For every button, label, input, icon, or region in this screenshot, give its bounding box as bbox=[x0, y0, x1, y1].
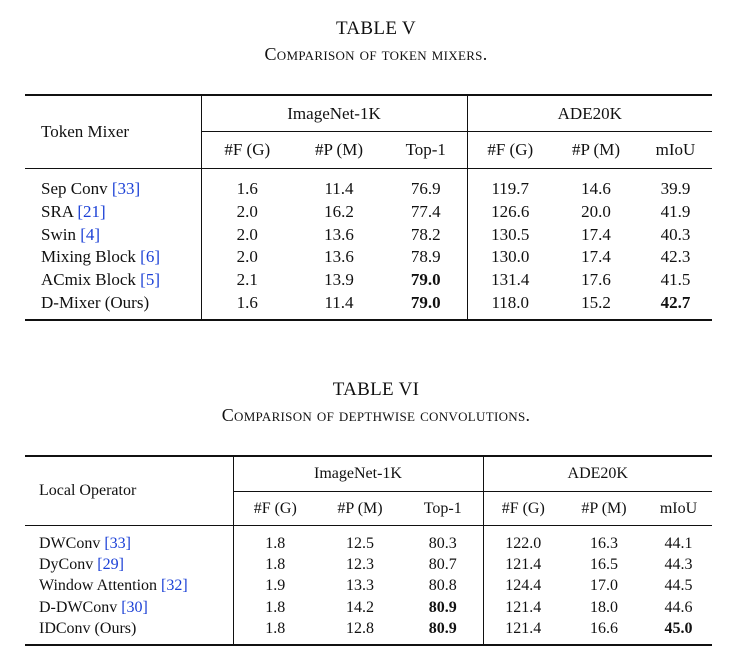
table6-group-ade20k: ADE20K bbox=[483, 456, 712, 492]
cell: 20.0 bbox=[581, 202, 611, 222]
row-name: D-DWConv bbox=[39, 598, 122, 616]
cell: 13.6 bbox=[324, 247, 354, 267]
cell: 1.8 bbox=[233, 554, 317, 575]
cell: 42.3 bbox=[660, 247, 691, 267]
table5-col-header: #P (M) bbox=[571, 140, 620, 159]
cell-best: 45.0 bbox=[645, 618, 712, 645]
table6-col-header: #P (M) bbox=[581, 499, 627, 517]
cell: 17.4 bbox=[581, 247, 611, 267]
row-name: Swin bbox=[41, 224, 81, 244]
table5 bbox=[25, 94, 712, 321]
citation-link[interactable]: [32] bbox=[161, 577, 188, 595]
cell: 126.6 bbox=[467, 201, 553, 224]
cell: 18.0 bbox=[590, 598, 618, 616]
table-row bbox=[25, 246, 712, 269]
cell: 16.5 bbox=[590, 555, 618, 573]
citation-link[interactable]: [6] bbox=[140, 247, 160, 267]
cell: 40.3 bbox=[660, 224, 691, 244]
row-name: DWConv bbox=[39, 534, 105, 552]
table-row bbox=[25, 576, 712, 597]
table6-col-header: #F (G) bbox=[483, 492, 563, 526]
cell: 1.8 bbox=[233, 526, 317, 555]
cell: 1.8 bbox=[233, 597, 317, 618]
table-row bbox=[25, 291, 712, 320]
table6-title: TABLE VI bbox=[332, 379, 420, 400]
cell-best: 80.9 bbox=[403, 618, 483, 645]
cell: 17.4 bbox=[581, 224, 611, 244]
table5-col-header: mIoU bbox=[655, 140, 696, 159]
cell: 13.3 bbox=[346, 577, 374, 595]
row-name: DyConv bbox=[39, 555, 98, 573]
table5-group-imagenet: ImageNet-1K bbox=[201, 95, 467, 132]
table-row bbox=[25, 526, 712, 555]
citation-link[interactable]: [30] bbox=[121, 598, 148, 616]
cell: 2.1 bbox=[201, 269, 293, 292]
table6-col-header: #P (M) bbox=[337, 499, 383, 517]
table5-col-header: #P (M) bbox=[314, 140, 363, 159]
table-row bbox=[25, 169, 712, 201]
cell: 16.6 bbox=[563, 618, 645, 645]
cell: 41.5 bbox=[660, 270, 691, 290]
row-name: Mixing Block bbox=[41, 247, 141, 267]
table6-col-header: Top-1 bbox=[423, 499, 462, 517]
cell: 78.9 bbox=[410, 247, 441, 267]
cell: 80.8 bbox=[428, 577, 457, 595]
cell: 122.0 bbox=[483, 526, 563, 555]
cell: 130.0 bbox=[467, 246, 553, 269]
row-name: Sep Conv bbox=[41, 179, 112, 199]
row-name: D-Mixer (Ours) bbox=[41, 292, 150, 312]
cell: 44.5 bbox=[664, 577, 693, 595]
citation-link[interactable]: [4] bbox=[80, 224, 101, 244]
cell: 12.8 bbox=[317, 618, 403, 645]
cell: 124.4 bbox=[483, 576, 563, 597]
cell: 14.6 bbox=[553, 169, 639, 201]
table6-col-header: #F (G) bbox=[233, 492, 317, 526]
cell: 78.2 bbox=[410, 224, 441, 244]
cell: 17.6 bbox=[581, 270, 611, 290]
cell: 77.4 bbox=[410, 202, 441, 222]
citation-link[interactable]: [21] bbox=[77, 202, 106, 222]
table5-title: TABLE V bbox=[336, 18, 416, 39]
cell: 119.7 bbox=[467, 169, 553, 201]
table-row bbox=[25, 597, 712, 618]
cell: 2.0 bbox=[201, 201, 293, 224]
table-row bbox=[25, 269, 712, 292]
table5-col-header: #F (G) bbox=[467, 132, 553, 169]
cell: 1.6 bbox=[201, 291, 293, 320]
table6-row-header: Local Operator bbox=[25, 456, 233, 526]
cell: 15.2 bbox=[553, 291, 639, 320]
cell-best: 79.0 bbox=[410, 270, 441, 290]
cell: 80.3 bbox=[403, 526, 483, 555]
cell: 121.4 bbox=[483, 554, 563, 575]
table5-col-header: Top-1 bbox=[405, 140, 446, 159]
cell: 76.9 bbox=[385, 169, 467, 201]
cell: 121.4 bbox=[483, 618, 563, 645]
cell: 130.5 bbox=[467, 223, 553, 246]
cell: 131.4 bbox=[467, 269, 553, 292]
cell: 2.0 bbox=[201, 223, 293, 246]
cell: 1.9 bbox=[233, 576, 317, 597]
cell: 44.6 bbox=[664, 598, 693, 616]
cell: 16.2 bbox=[324, 202, 354, 222]
citation-link[interactable]: [29] bbox=[97, 555, 124, 573]
cell: 13.9 bbox=[324, 270, 354, 290]
table-row bbox=[25, 554, 712, 575]
citation-link[interactable]: [5] bbox=[140, 270, 160, 290]
table6-col-header: mIoU bbox=[659, 499, 698, 517]
table-row bbox=[25, 201, 712, 224]
cell: 41.9 bbox=[660, 202, 691, 222]
cell: 13.6 bbox=[324, 224, 354, 244]
row-name: Window Attention bbox=[39, 577, 162, 595]
cell: 44.1 bbox=[645, 526, 712, 555]
cell: 12.5 bbox=[317, 526, 403, 555]
cell: 1.6 bbox=[201, 169, 293, 201]
cell: 39.9 bbox=[639, 169, 712, 201]
row-name: ACmix Block bbox=[41, 270, 141, 290]
cell-best: 80.9 bbox=[428, 598, 457, 616]
cell: 80.7 bbox=[428, 555, 457, 573]
table6 bbox=[25, 455, 712, 646]
cell: 121.4 bbox=[483, 597, 563, 618]
table5-subtitle: Comparison of token mixers. bbox=[264, 44, 488, 64]
cell: 11.4 bbox=[293, 291, 385, 320]
cell: 118.0 bbox=[467, 291, 553, 320]
table6-subtitle: Comparison of depthwise convolutions. bbox=[221, 405, 531, 425]
cell: 11.4 bbox=[293, 169, 385, 201]
row-name: SRA bbox=[41, 202, 78, 222]
citation-link[interactable]: [33] bbox=[104, 534, 131, 552]
table5-col-header: #F (G) bbox=[201, 132, 293, 169]
cell: 2.0 bbox=[201, 246, 293, 269]
cell: 14.2 bbox=[346, 598, 374, 616]
table6-group-imagenet: ImageNet-1K bbox=[233, 456, 483, 492]
citation-link[interactable]: [33] bbox=[111, 179, 141, 199]
cell: 16.3 bbox=[563, 526, 645, 555]
cell: 1.8 bbox=[233, 618, 317, 645]
cell: 44.3 bbox=[664, 555, 693, 573]
cell-best: 42.7 bbox=[639, 291, 712, 320]
cell-best: 79.0 bbox=[385, 291, 467, 320]
table-row bbox=[25, 618, 712, 645]
table5-row-header: Token Mixer bbox=[25, 95, 201, 169]
row-name: IDConv (Ours) bbox=[39, 619, 137, 637]
table-row bbox=[25, 223, 712, 246]
cell: 17.0 bbox=[590, 577, 618, 595]
table5-group-ade20k: ADE20K bbox=[467, 95, 712, 132]
cell: 12.3 bbox=[346, 555, 374, 573]
